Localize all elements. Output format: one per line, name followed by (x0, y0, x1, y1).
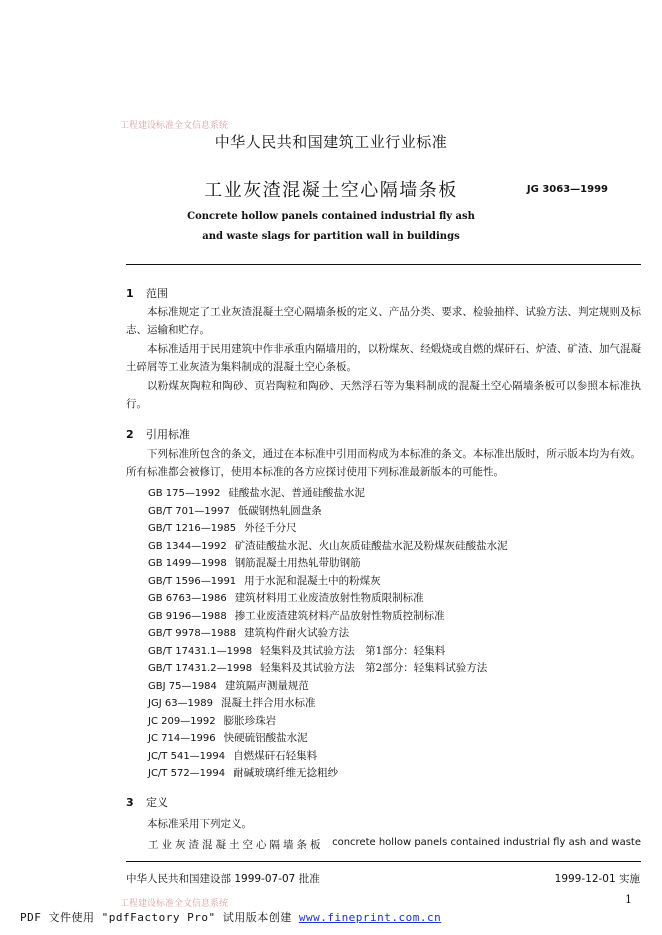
reference-name: 轻集料及其试验方法 第2部分：轻集料试验方法 (260, 662, 488, 674)
definition-term-en: concrete hollow panels contained industrial fly ash and waste (332, 837, 641, 848)
section-number: 3 (126, 796, 134, 809)
reference-name: 钢筋混凝土用热轧带肋钢筋 (234, 557, 361, 569)
standard-title-en-line2: and waste slags for partition wall in buildings (202, 231, 460, 242)
reference-item (148, 625, 508, 643)
reference-item (148, 643, 508, 661)
section-heading-definitions (126, 794, 168, 810)
reference-code: GB 175—1992 (148, 488, 221, 499)
industry-standard-heading: 中华人民共和国建筑工业行业标准 (214, 133, 448, 151)
header-rule (126, 264, 641, 265)
pdf-notice-link[interactable]: www.fineprint.com.cn (298, 911, 442, 924)
scope-paragraph-2: 本标准适用于民用建筑中作非承重内隔墙用的，以粉煤灰、经煅烧或自燃的煤矸石、炉渣、矿渣、加气混凝土碎屑等工业灰渣为集料制成的混凝土空心条板。 (126, 343, 641, 373)
reference-name: 低碳钢热轧圆盘条 (237, 504, 322, 517)
reference-code: GB/T 1596—1991 (148, 575, 237, 587)
approval-note: 中华人民共和国建设部 1999-07-07 批准 (126, 873, 320, 885)
section-title: 范围 (146, 287, 168, 300)
page-number: 1 (625, 893, 632, 906)
reference-name: 外径千分尺 (244, 522, 297, 534)
reference-item (148, 748, 508, 766)
section-heading-references (126, 426, 190, 442)
reference-name: 轻集料及其试验方法 第1部分：轻集料 (260, 644, 446, 657)
section-heading-scope (126, 285, 168, 301)
section-title: 定义 (146, 796, 168, 809)
reference-name: 硅酸盐水泥、普通硅酸盐水泥 (228, 487, 365, 499)
reference-item (148, 538, 508, 556)
scope-paragraph-3: 以粉煤灰陶粒和陶砂、页岩陶粒和陶砂、天然浮石等为集料制成的混凝土空心隔墙条板可以参照本标准执行。 (126, 380, 641, 410)
reference-item (148, 608, 508, 626)
reference-code: GB/T 701—1997 (148, 505, 230, 517)
footer-rule (126, 861, 641, 862)
pdf-notice-text: PDF 文件使用 "pdfFactory Pro" 试用版本创建 (20, 911, 299, 924)
reference-code: JC 209—1992 (148, 715, 216, 727)
reference-code: GB 1499—1998 (148, 558, 227, 569)
reference-name: 混凝土拌合用水标准 (221, 697, 316, 709)
standard-title-en-line1: Concrete hollow panels contained industrial fly ash (187, 211, 475, 222)
reference-item (148, 765, 508, 783)
reference-name: 耐碱玻璃纤维无捻粗纱 (233, 767, 339, 779)
reference-name: 矿渣硅酸盐水泥、火山灰质硅酸盐水泥及粉煤灰硅酸盐水泥 (234, 539, 508, 552)
reference-item (148, 695, 508, 713)
definitions-intro: 本标准采用下列定义。 (147, 818, 252, 830)
reference-code: JGJ 63—1989 (148, 698, 213, 709)
reference-name: 用于水泥和混凝土中的粉煤灰 (244, 574, 381, 587)
reference-list (148, 485, 508, 783)
reference-name: 掺工业废渣建筑材料产品放射性物质控制标准 (234, 609, 445, 622)
reference-item (148, 590, 508, 608)
section-number: 2 (126, 428, 134, 441)
section-number: 1 (126, 287, 134, 300)
reference-code: GB/T 9978—1988 (148, 628, 237, 639)
reference-name: 建筑材料用工业废渣放射性物质限制标准 (234, 592, 424, 604)
reference-item (148, 520, 508, 538)
reference-code: GB 6763—1986 (148, 593, 227, 604)
reference-item (148, 573, 508, 591)
reference-name: 快硬硫铝酸盐水泥 (223, 732, 308, 744)
scope-paragraph-1: 本标准规定了工业灰渣混凝土空心隔墙条板的定义、产品分类、要求、检验抽样、试验方法、判定规则及标志、运输和贮存。 (126, 306, 641, 336)
reference-item (148, 713, 508, 731)
reference-item (148, 660, 508, 678)
reference-code: GB 1344—1992 (148, 540, 227, 552)
standard-code: JG 3063—1999 (526, 184, 608, 195)
references-intro: 下列标准所包含的条文，通过在本标准中引用而构成为本标准的条文。本标准出版时，所示版本均为有效。所有标准都会被修订，使用本标准的各方应探讨使用下列标准最新版本的可能性。 (126, 448, 641, 478)
reference-code: JC 714—1996 (148, 733, 216, 744)
definition-term (148, 837, 641, 852)
effective-date: 1999-12-01 实施 (554, 873, 640, 885)
reference-code: GB/T 17431.2—1998 (148, 663, 253, 674)
reference-name: 膨胀珍珠岩 (223, 714, 277, 727)
reference-item (148, 555, 508, 573)
reference-code: GBJ 75—1984 (148, 680, 217, 692)
watermark-bottom: 工程建设标准全文信息系统 (120, 899, 229, 909)
reference-item (148, 485, 508, 503)
reference-name: 建筑隔声测量规范 (224, 679, 309, 692)
reference-name: 自燃煤矸石轻集料 (233, 749, 318, 762)
reference-item (148, 678, 508, 696)
pdf-notice (20, 909, 441, 925)
reference-name: 建筑构件耐火试验方法 (244, 627, 350, 639)
reference-code: JC/T 572—1994 (148, 768, 226, 779)
reference-code: JC/T 541—1994 (148, 750, 226, 762)
standard-title-zh: 工业灰渣混凝土空心隔墙条板 (204, 180, 458, 201)
reference-code: GB 9196—1988 (148, 610, 227, 622)
reference-code: GB/T 17431.1—1998 (148, 645, 253, 657)
reference-code: GB/T 1216—1985 (148, 523, 237, 534)
definition-term-zh: 工业灰渣混凝土空心隔墙条板 (148, 839, 324, 851)
reference-item (148, 730, 508, 748)
reference-item (148, 503, 508, 521)
watermark-top: 工程建设标准全文信息系统 (120, 121, 229, 131)
section-title: 引用标准 (146, 428, 190, 441)
